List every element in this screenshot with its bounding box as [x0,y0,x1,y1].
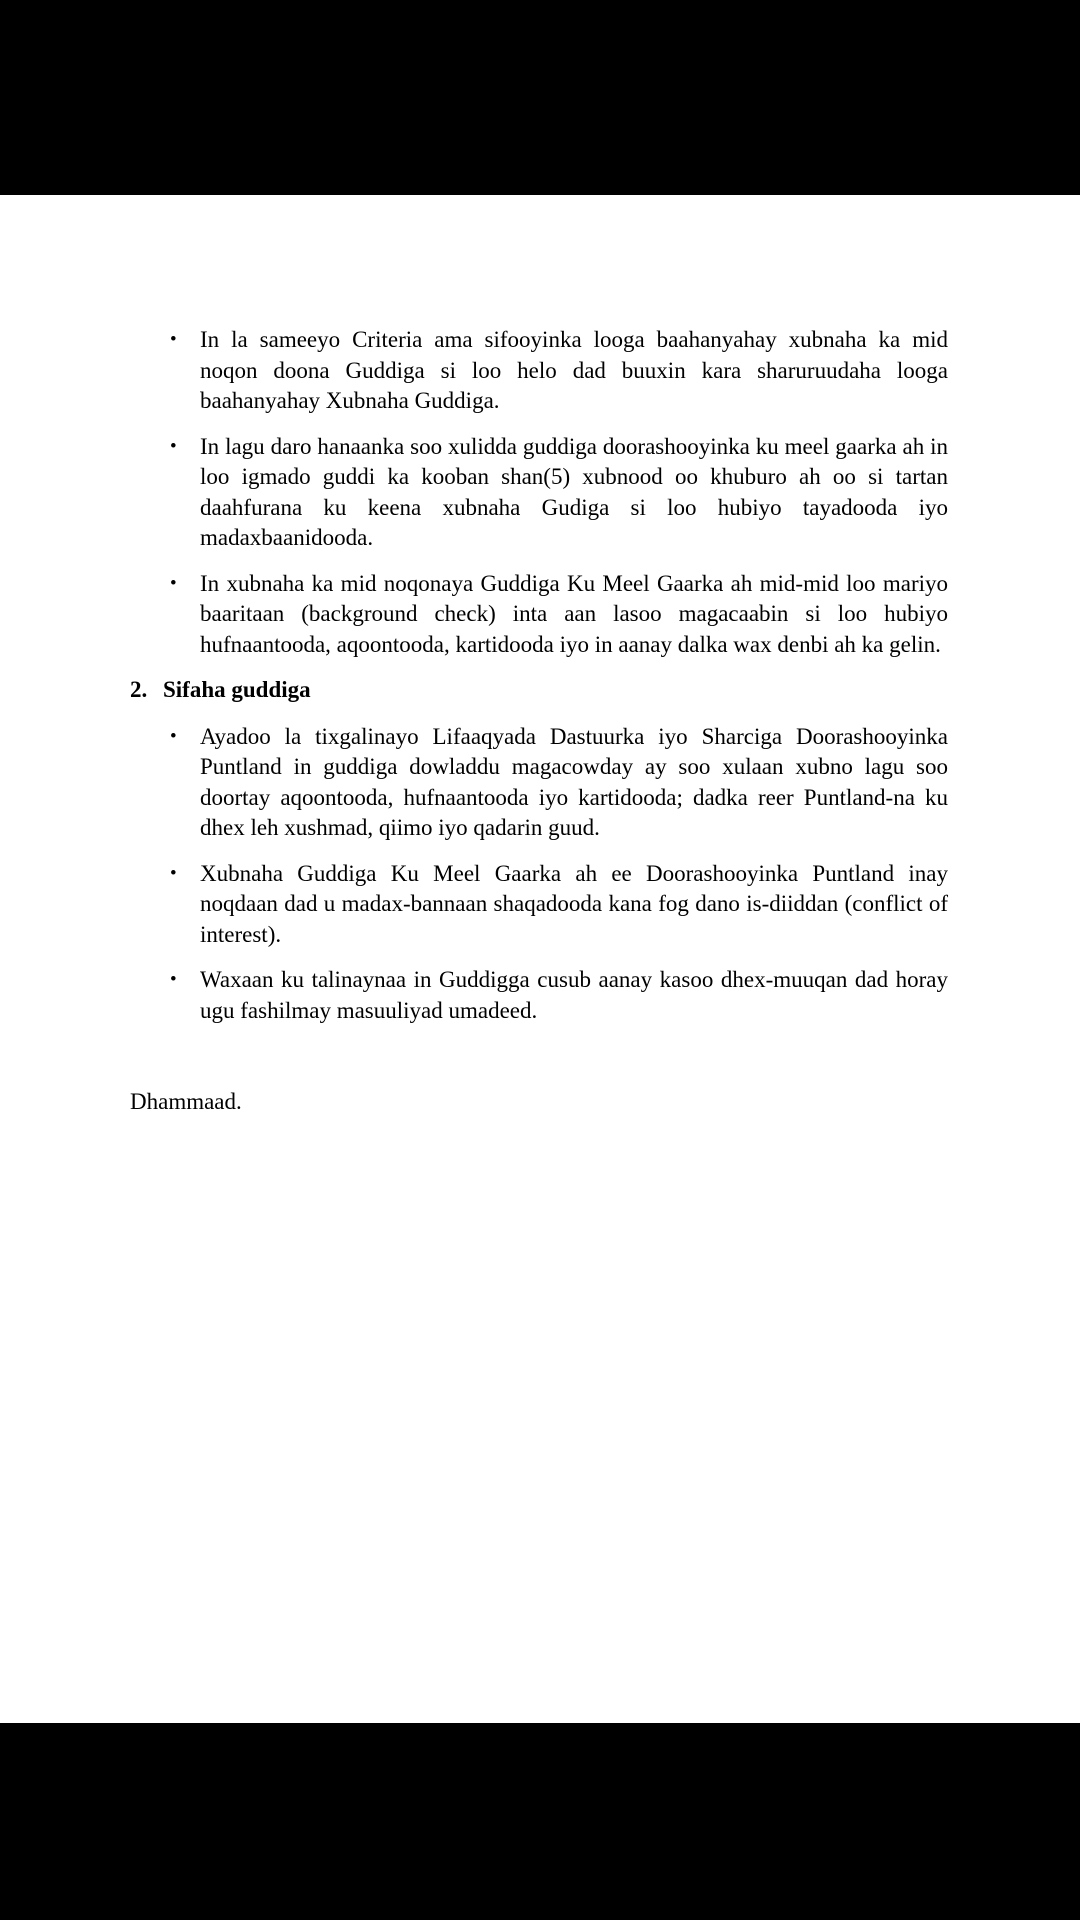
bottom-letterbox-bar [0,1723,1080,1920]
bullet-text: Xubnaha Guddiga Ku Meel Gaarka ah ee Doorashooyinka Puntland inay noqdaan dad u madax-bannaan shaqadooda kana fog dano is-diiddan (conflict of interest). [200,860,948,947]
bullet-item [130,965,948,1026]
section-title: Sifaha guddiga [163,677,311,702]
top-letterbox-bar [0,0,1080,195]
bullet-text: In xubnaha ka mid noqonaya Guddiga Ku Meel Gaarka ah mid-mid loo mariyo baaritaan (background check) inta aan lasoo magacaabin si loo hubiyo hufnaantooda, aqoontooda, kartidooda iyo in aanay dalka wax denbi ah ka gelin. [200,570,948,657]
bullet-item [130,432,948,554]
bullet-item [130,859,948,951]
bullet-item [130,722,948,844]
bullet-text: Ayadoo la tixgalinayo Lifaaqyada Dastuurka iyo Sharciga Doorashooyinka Puntland in guddiga dowladdu magacowday ay soo xulaan xubno lagu soo doortay aqoontooda, hufnaantooda iyo kartidooda; dadka reer Puntland-na ku dhex leh xushmad, qiimo iyo qadarin guud. [200,723,948,840]
intro-bullet-list [130,325,948,660]
bullet-text: Waxaan ku talinaynaa in Guddigga cusub aanay kasoo dhex-muuqan dad horay ugu fashilmay masuuliyad umadeed. [200,967,948,1023]
bullet-icon: • [170,862,177,884]
bullet-icon: • [170,725,177,747]
bullet-item [130,325,948,417]
bullet-icon: • [170,329,177,350]
sifaha-bullet-list [130,722,948,1027]
bullet-icon: • [170,969,177,990]
bullet-icon: • [170,435,177,457]
bullet-icon: • [170,572,177,594]
bullet-text: In la sameeyo Criteria ama sifooyinka looga baahanyahay xubnaha ka mid noqon doona Guddiga si loo helo dad buuxin kara sharuruudaha looga baahanyahay Xubnaha Guddiga. [200,327,948,413]
bullet-text: In lagu daro hanaanka soo xulidda guddiga doorashooyinka ku meel gaarka ah in loo igmado guddi ka kooban shan(5) xubnood oo khuburo ah oo si tartan daahfurana ku keena xubnaha Gudiga si loo hubiyo tayadooda iyo madaxbaanidooda. [200,433,948,550]
document-page [0,195,1080,1723]
section-number: 2. [130,677,148,702]
bullet-item [130,569,948,661]
closing-text: Dhammaad. [130,1089,242,1114]
section-heading [130,675,948,706]
